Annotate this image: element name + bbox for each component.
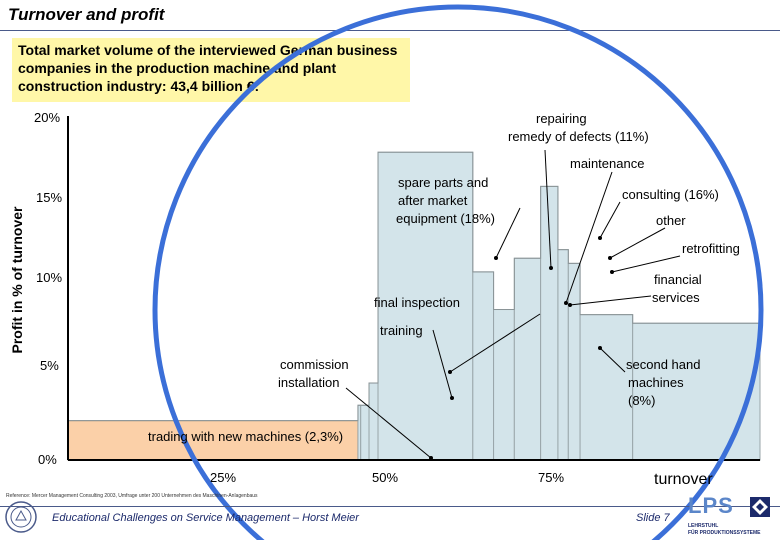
bar-service-segment bbox=[514, 258, 540, 460]
bar-service-segment bbox=[361, 405, 369, 460]
annotation-trading: trading with new machines (2,3%) bbox=[148, 429, 344, 444]
annotation-retrofitting: retrofitting bbox=[682, 241, 740, 256]
annotation-training: training bbox=[380, 323, 423, 338]
university-seal-icon bbox=[4, 500, 38, 534]
annotation-leader-dot bbox=[429, 456, 433, 460]
annotation-leader-line bbox=[612, 256, 680, 272]
annotation-second-hand: second hand bbox=[626, 357, 701, 372]
logo-line-1: LEHRSTUHL bbox=[688, 523, 719, 529]
annotation-leader-line bbox=[610, 228, 665, 258]
y-tick-label: 10% bbox=[36, 270, 63, 285]
annotation-leader-line bbox=[496, 208, 520, 258]
annotation-leader-line bbox=[600, 202, 620, 238]
annotation-leader-dot bbox=[568, 303, 572, 307]
annotation-leader-dot bbox=[564, 301, 568, 305]
y-tick-label: 5% bbox=[40, 358, 59, 373]
annotation-leader-dot bbox=[598, 236, 602, 240]
reference-note: Reference: Mercer Management Consulting 2003, Umfrage unter 200 Unternehmen des Maschinen-Anlagenbaus bbox=[6, 493, 258, 499]
annotation-leader-dot bbox=[610, 270, 614, 274]
annotation-spare-parts: after market bbox=[398, 193, 468, 208]
annotation-leader-line bbox=[570, 296, 651, 305]
y-tick-label: 15% bbox=[36, 190, 63, 205]
footer-text: Educational Challenges on Service Management – Horst Meier bbox=[52, 512, 359, 524]
x-tick-label: 25% bbox=[210, 470, 237, 485]
y-tick-label: 20% bbox=[34, 110, 61, 125]
subtitle-text: Total market volume of the interviewed German business companies in the production machine and plant construction industry: 43,4 billion €: bbox=[18, 42, 398, 94]
lps-logo bbox=[688, 493, 776, 539]
annotation-second-hand: machines bbox=[628, 375, 684, 390]
annotation-leader-dot bbox=[598, 346, 602, 350]
annotation-financial-services: financial bbox=[654, 272, 702, 287]
x-tick-label: 50% bbox=[372, 470, 399, 485]
annotation-repairing: repairing bbox=[536, 111, 587, 126]
annotation-second-hand: (8%) bbox=[628, 393, 656, 408]
bar-service-segment bbox=[473, 272, 494, 460]
annotation-leader-dot bbox=[448, 370, 452, 374]
annotation-leader-dot bbox=[494, 256, 498, 260]
annotation-final-inspection: final inspection bbox=[374, 295, 460, 310]
annotation-financial-services: services bbox=[652, 290, 700, 305]
logo-wordmark: LPS bbox=[688, 493, 734, 518]
logo-line-2: FÜR PRODUKTIONSSYSTEME bbox=[688, 530, 761, 536]
annotation-maintenance: maintenance bbox=[570, 156, 645, 171]
slide-title: Turnover and profit bbox=[8, 5, 165, 24]
bar-service-segment bbox=[633, 323, 760, 460]
annotation-spare-parts: equipment (18%) bbox=[396, 211, 495, 226]
annotation-leader-dot bbox=[608, 256, 612, 260]
annotation-leader-dot bbox=[549, 266, 553, 270]
annotation-spare-parts: spare parts and bbox=[398, 175, 489, 190]
y-tick-label: 0% bbox=[38, 452, 57, 467]
logo-diamond-icon bbox=[748, 495, 772, 519]
bar-service-segment bbox=[558, 250, 568, 460]
annotation-other: other bbox=[656, 213, 686, 228]
annotation-commission: commission bbox=[280, 357, 349, 372]
annotation-commission: installation bbox=[278, 375, 340, 390]
bar-service-segment bbox=[369, 383, 378, 460]
annotation-leader-line bbox=[566, 172, 612, 303]
x-axis-title: turnover bbox=[654, 471, 713, 488]
annotation-consulting: consulting (16%) bbox=[622, 187, 719, 202]
y-axis-title: Profit in % of turnover bbox=[9, 206, 25, 354]
slide-number: Slide 7 bbox=[636, 512, 670, 524]
annotation-repairing: remedy of defects (11%) bbox=[508, 129, 649, 144]
annotation-leader-dot bbox=[450, 396, 454, 400]
footer-divider bbox=[0, 506, 780, 507]
bar-service-segment bbox=[580, 315, 633, 460]
x-tick-label: 75% bbox=[538, 470, 565, 485]
